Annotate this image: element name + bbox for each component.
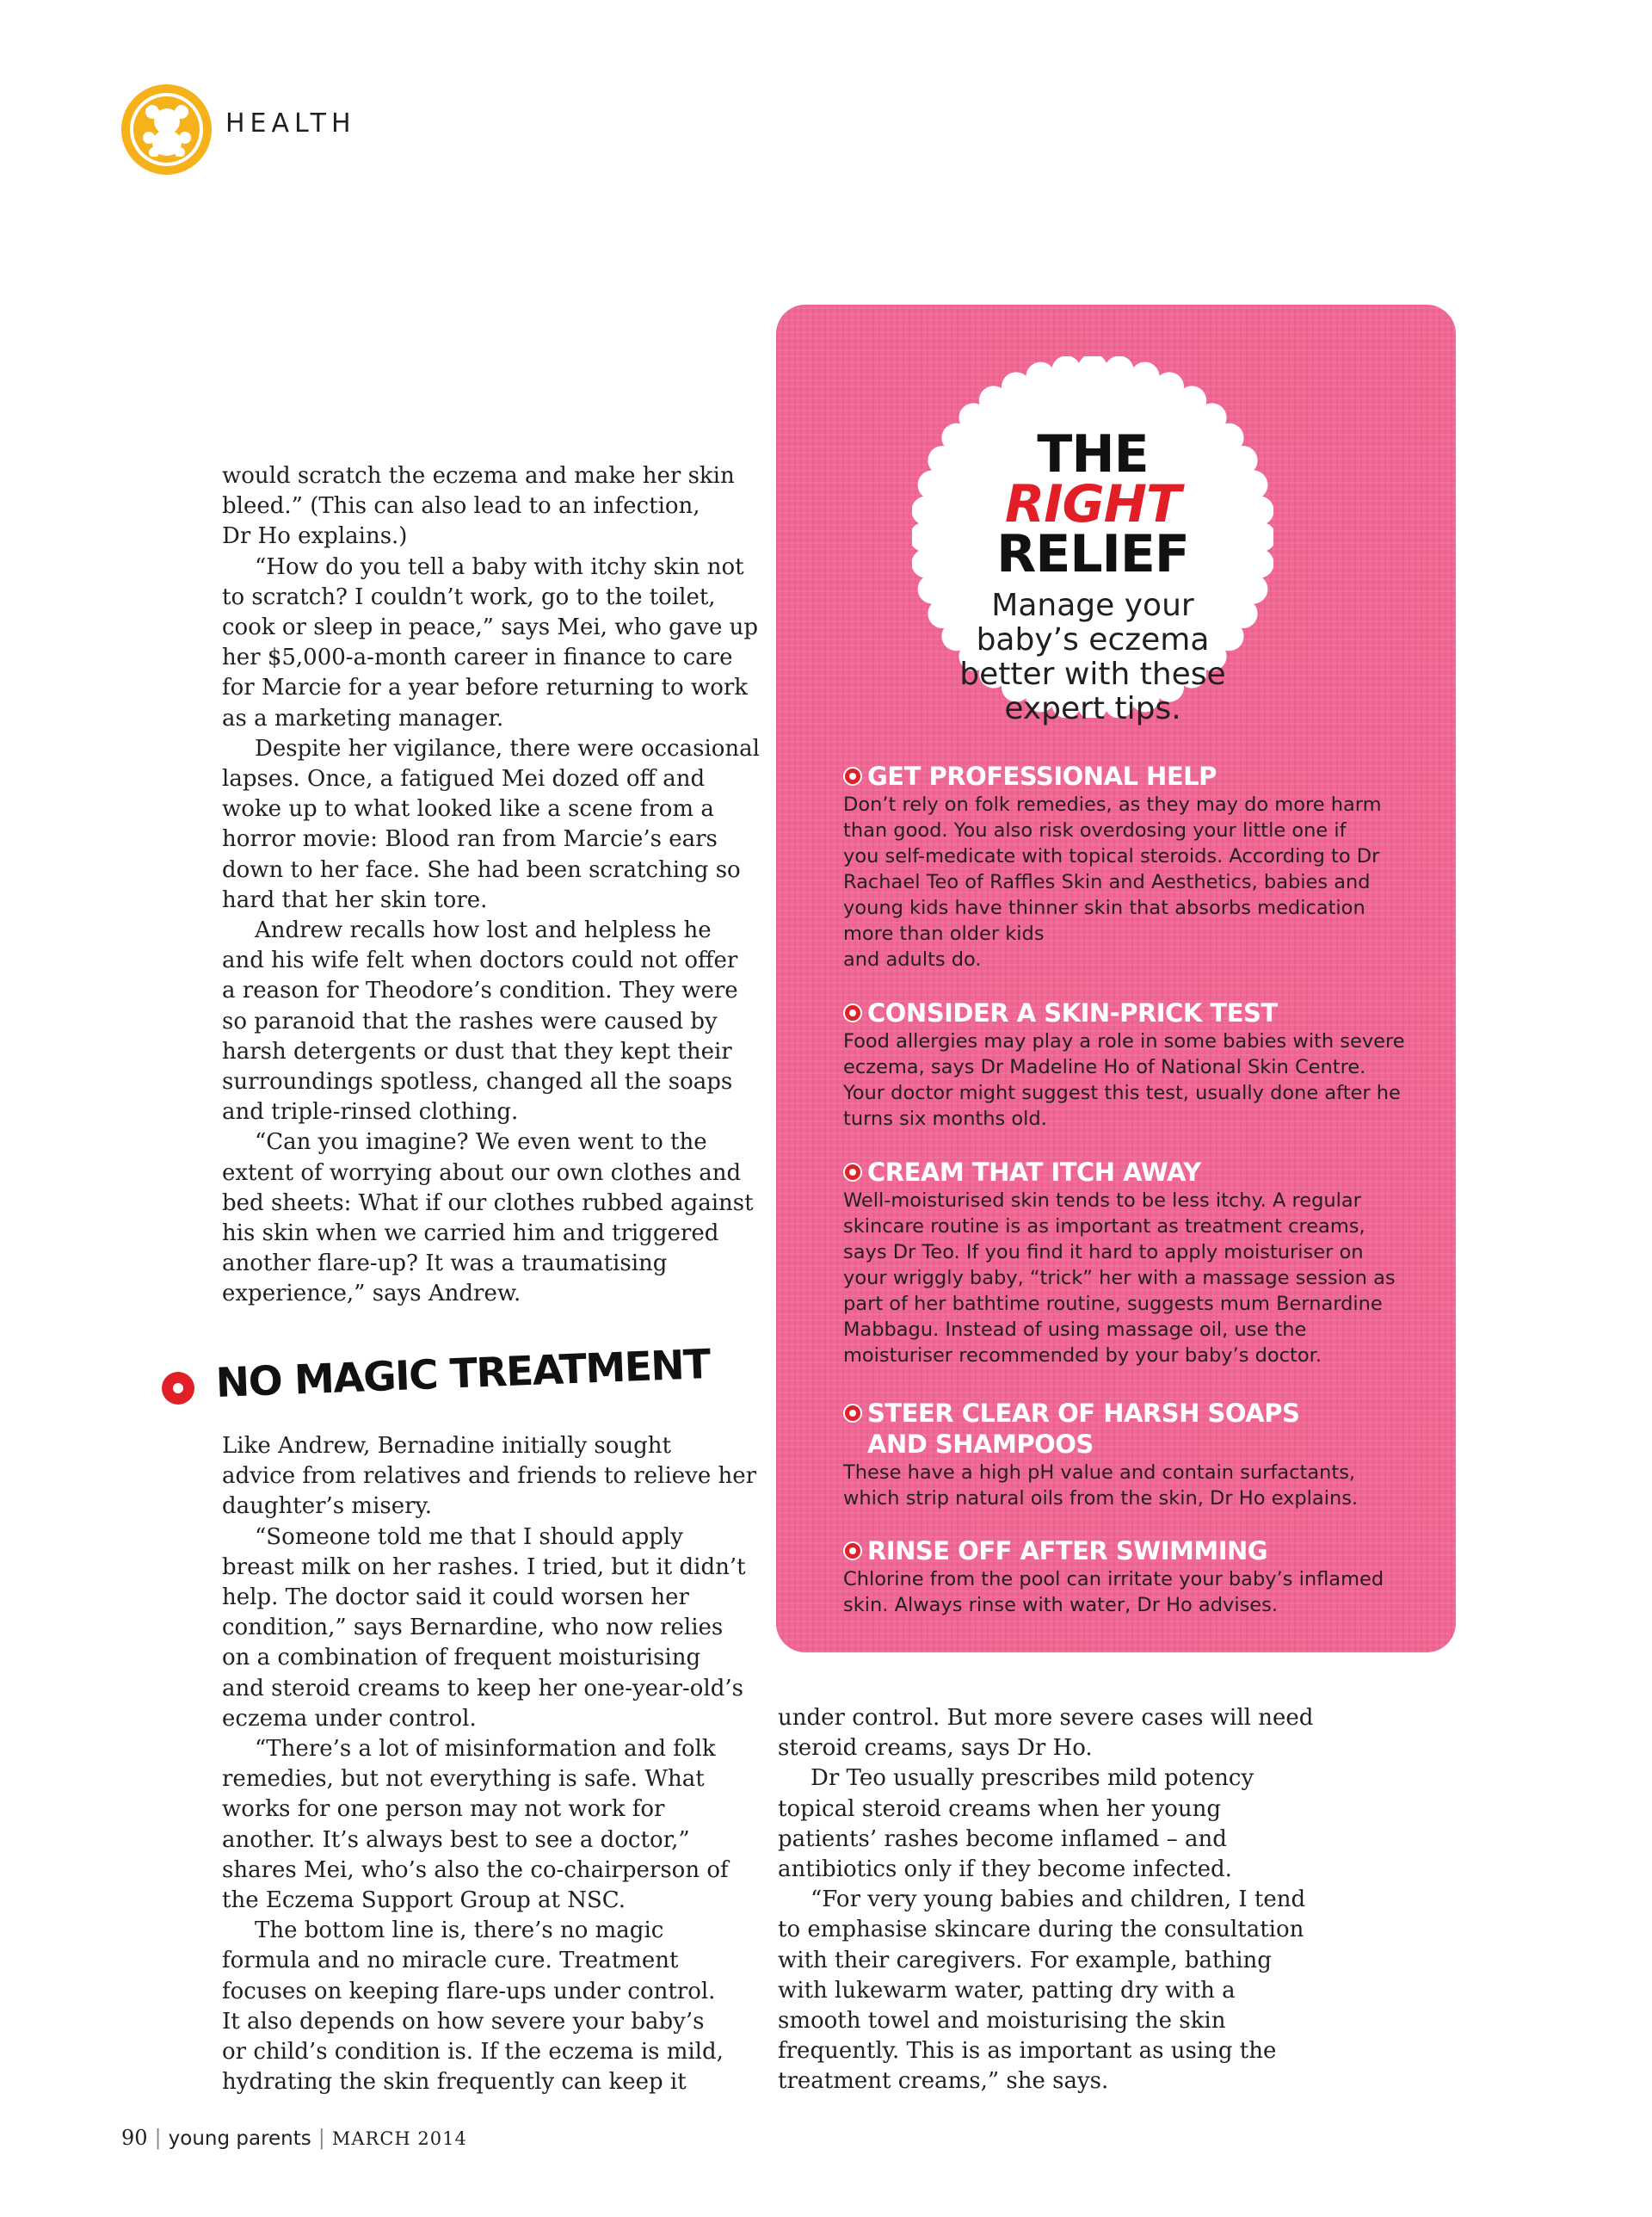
tip-body-line: your wriggly baby, “trick” her with a massage session as — [843, 1267, 1396, 1289]
article-line: condition,” says Bernardine, who now relies — [222, 1615, 724, 1641]
article-line: with lukewarm water, patting dry with a — [778, 1977, 1236, 2004]
article-line: breast milk on her rashes. I tried, but it didn’t — [222, 1553, 746, 1580]
tip-body-line: young kids have thinner skin that absorbs medication — [843, 897, 1365, 919]
article-line: remedies, but not everything is safe. What — [222, 1766, 705, 1793]
article-line: or child’s condition is. If the eczema is mild, — [222, 2039, 724, 2066]
article-line: “How do you tell a baby with itchy skin not — [255, 553, 744, 580]
sidebar-badge — [912, 356, 1273, 726]
article-column-left-upper — [222, 461, 773, 1310]
subtitle-line: Manage your — [991, 588, 1194, 623]
article-line: the Eczema Support Group at NSC. — [222, 1887, 626, 1914]
sidebar-title-line-2: RIGHT — [1005, 474, 1180, 534]
page-footer — [121, 2126, 467, 2150]
sidebar-title-line-1: THE — [1037, 424, 1149, 485]
tip-body-line: eczema, says Dr Madeline Ho of National Skin Centre. — [843, 1056, 1366, 1078]
subtitle-line: expert tips. — [1004, 691, 1181, 726]
article-line: “There’s a lot of misinformation and folk — [255, 1736, 716, 1763]
article-line: bed sheets: What if our clothes rubbed against — [222, 1189, 754, 1216]
article-line: surroundings spotless, changed all the soaps — [222, 1069, 733, 1096]
article-line: another. It’s always best to see a doctor,” — [222, 1826, 690, 1853]
tip-heading-text: CONSIDER A SKIN-PRICK TEST — [867, 998, 1278, 1028]
article-line: antibiotics only if they become infected. — [778, 1856, 1232, 1883]
sidebar-title-line-3: RELIEF — [996, 524, 1189, 584]
article-line: his skin when we carried him and triggered — [222, 1220, 719, 1247]
tip-body-line: skin. Always rinse with water, Dr Ho advises. — [843, 1594, 1279, 1616]
article-line: would scratch the eczema and make her skin — [222, 463, 735, 489]
article-line: shares Mei, who’s also the co-chairperson of — [222, 1856, 729, 1883]
article-line: her $5,000-a-month career in finance to care — [222, 645, 733, 671]
tip-body-line: Don’t rely on folk remedies, as they may do more harm — [843, 794, 1382, 816]
tip-heading — [843, 1157, 1446, 1188]
tip — [843, 761, 1446, 973]
issue-date: MARCH 2014 — [331, 2128, 467, 2149]
article-line: works for one person may not work for — [222, 1796, 665, 1823]
tip-body-line: Mabbagu. Instead of using massage oil, use the — [843, 1318, 1307, 1341]
article-line: The bottom line is, there’s no magic — [255, 1917, 664, 1944]
article-line: eczema under control. — [222, 1705, 477, 1732]
tip-body-line: skincare routine is as important as treatment creams, — [843, 1215, 1365, 1238]
article-line: under control. But more severe cases will need — [778, 1705, 1314, 1731]
tip-body — [843, 1028, 1446, 1132]
article-line: lapses. Once, a fatigued Mei dozed off and — [222, 766, 706, 793]
tip-body-line: part of her bathtime routine, suggests mum Bernardine — [843, 1293, 1383, 1315]
article-line: to emphasise skincare during the consultation — [778, 1917, 1304, 1943]
article-line: hard that her skin tore. — [222, 886, 488, 913]
article-line: patients’ rashes become inflamed – and — [778, 1825, 1227, 1852]
article-column-left-lower — [222, 1431, 773, 2097]
tip-body-line: Your doctor might suggest this test, usually done after he — [843, 1082, 1401, 1104]
section-icon — [121, 84, 212, 175]
tip-body-line: moisturiser recommended by your baby’s doctor. — [843, 1344, 1322, 1367]
tip-body-line: than good. You also risk overdosing your little one if — [843, 819, 1347, 842]
tip-body-line: and adults do. — [843, 948, 982, 971]
tip-body-line: Chlorine from the pool can irritate your baby’s inflamed — [843, 1568, 1384, 1590]
teddy-bear-icon — [142, 103, 192, 157]
article-line: and triple-rinsed clothing. — [222, 1099, 519, 1126]
tip-heading — [843, 997, 1446, 1028]
article-line: frequently. This is as important as using the — [778, 2038, 1277, 2065]
article-line: Andrew recalls how lost and helpless he — [255, 917, 712, 944]
tips-sidebar — [776, 305, 1456, 1652]
tip-body-line: These have a high pH value and contain surfactants, — [843, 1461, 1356, 1484]
article-line: “For very young babies and children, I tend — [811, 1887, 1306, 1913]
tip-heading — [843, 761, 1446, 792]
section-label: HEALTH — [225, 108, 356, 139]
divider: | — [154, 2126, 162, 2150]
article-line: help. The doctor said it could worsen her — [222, 1584, 689, 1611]
article-line: Dr Ho explains.) — [222, 523, 408, 550]
article-line: another flare-up? It was a traumatising — [222, 1251, 668, 1277]
article-line: “Someone told me that I should apply — [255, 1523, 683, 1550]
article-line: extent of worrying about our own clothes and — [222, 1159, 742, 1186]
bullet-icon — [843, 767, 862, 786]
tip-body-line: says Dr Teo. If you find it hard to apply moisturiser on — [843, 1241, 1364, 1263]
page-number: 90 — [121, 2126, 148, 2150]
article-line: with their caregivers. For example, bathing — [778, 1947, 1272, 1973]
article-line: as a marketing manager. — [222, 705, 504, 732]
article-line: for Marcie for a year before returning to work — [222, 675, 749, 701]
subhead-text: NO MAGIC TREATMENT — [214, 1341, 711, 1407]
tip — [843, 997, 1446, 1132]
tip-heading — [843, 1398, 1446, 1460]
article-line: smooth towel and moisturising the skin — [778, 2008, 1226, 2035]
bullet-icon — [843, 1404, 862, 1423]
article-line: bleed.” (This can also lead to an infection, — [222, 493, 700, 520]
article-line: steroid creams, says Dr Ho. — [778, 1735, 1093, 1762]
tip-body-line: Food allergies may play a role in some babies with severe — [843, 1030, 1405, 1053]
article-line: Dr Teo usually prescribes mild potency — [811, 1765, 1254, 1792]
article-line: down to her face. She had been scratching so — [222, 856, 741, 883]
article-line: experience,” says Andrew. — [222, 1281, 521, 1307]
article-line: focuses on keeping flare-ups under control. — [222, 1978, 716, 2004]
tip-heading-text: RINSE OFF AFTER SWIMMING — [867, 1536, 1268, 1565]
article-column-right — [778, 1703, 1314, 2097]
article-line: on a combination of frequent moisturising — [222, 1645, 701, 1671]
tip-body — [843, 1566, 1446, 1618]
tip-body — [843, 1460, 1446, 1511]
article-line: daughter’s misery. — [222, 1493, 433, 1520]
tip-heading-text: GET PROFESSIONAL HELP — [867, 762, 1217, 791]
tip-heading — [843, 1535, 1446, 1566]
tip-body — [843, 1188, 1446, 1368]
tip-heading-text: CREAM THAT ITCH AWAY — [867, 1158, 1201, 1187]
subtitle-line: better with these — [959, 657, 1226, 692]
divider: | — [317, 2126, 325, 2150]
article-line: horror movie: Blood ran from Marcie’s ears — [222, 826, 718, 853]
tip-body-line: Rachael Teo of Raffles Skin and Aesthetics, babies and — [843, 871, 1371, 893]
article-line: so paranoid that the rashes were caused by — [222, 1008, 718, 1034]
bullet-icon — [843, 1541, 862, 1560]
article-line: and steroid creams to keep her one-year-old’s — [222, 1675, 743, 1701]
subhead — [162, 1341, 730, 1415]
tip-body-line: more than older kids — [843, 923, 1045, 945]
article-line: to scratch? I couldn’t work, go to the toilet, — [222, 584, 716, 610]
tip — [843, 1157, 1446, 1368]
article-line: “Can you imagine? We even went to the — [255, 1129, 707, 1156]
article-line: and his wife felt when doctors could not offer — [222, 948, 738, 974]
article-line: formula and no miracle cure. Treatment — [222, 1948, 679, 1974]
article-line: a reason for Theodore’s condition. They were — [222, 978, 738, 1004]
bullet-icon — [162, 1372, 194, 1405]
article-line: It also depends on how severe your baby’s — [222, 2008, 705, 2035]
tip — [843, 1398, 1446, 1511]
bullet-icon — [843, 1163, 862, 1182]
tip-body — [843, 792, 1446, 973]
tip-body-line: turns six months old. — [843, 1108, 1047, 1130]
tip-body-line: you self-medicate with topical steroids. According to Dr — [843, 845, 1380, 868]
article-line: treatment creams,” she says. — [778, 2068, 1109, 2095]
tip-body-line: Well-moisturised skin tends to be less itchy. A regular — [843, 1189, 1361, 1212]
article-line: cook or sleep in peace,” says Mei, who gave up — [222, 614, 758, 641]
article-line: Despite her vigilance, there were occasional — [255, 735, 760, 762]
article-line: topical steroid creams when her young — [778, 1795, 1222, 1822]
article-line: woke up to what looked like a scene from a — [222, 796, 714, 823]
article-line: Like Andrew, Bernadine initially sought — [222, 1433, 671, 1459]
tip-heading-text: AND SHAMPOOS — [867, 1430, 1094, 1459]
article-line: hydrating the skin frequently can keep it — [222, 2069, 687, 2096]
article-line: harsh detergents or dust that they kept their — [222, 1038, 732, 1065]
subtitle-line: baby’s eczema — [976, 622, 1210, 658]
tip-heading-text: STEER CLEAR OF HARSH SOAPS — [867, 1399, 1300, 1428]
bullet-icon — [843, 1004, 862, 1022]
tip-body-line: which strip natural oils from the skin, Dr Ho explains. — [843, 1487, 1359, 1510]
sidebar-subtitle — [912, 589, 1273, 726]
article-line: advice from relatives and friends to relieve her — [222, 1463, 757, 1490]
tip — [843, 1535, 1446, 1618]
publication-name: young parents — [168, 2127, 311, 2150]
